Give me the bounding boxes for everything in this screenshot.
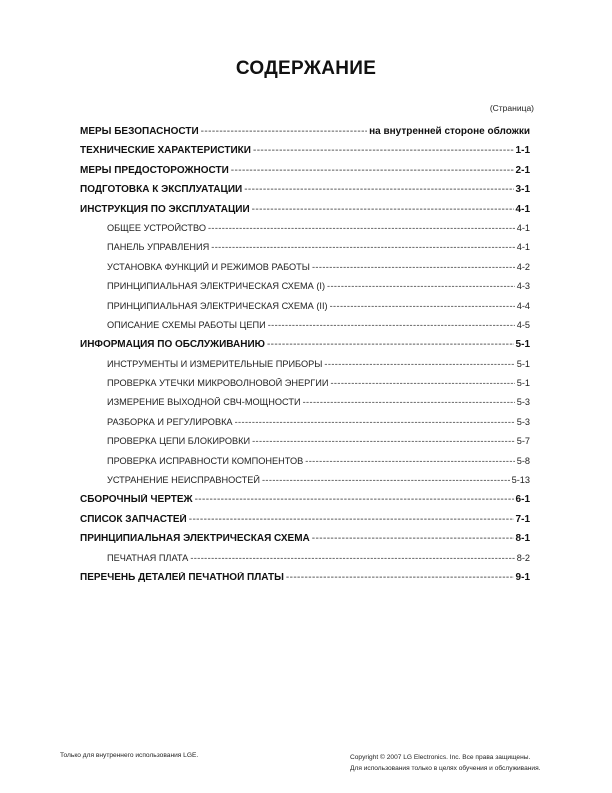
toc-leader <box>305 456 514 466</box>
toc-leader <box>252 204 514 215</box>
toc-leader <box>211 242 514 252</box>
toc-leader <box>312 262 515 272</box>
toc-entry[interactable] <box>80 184 530 203</box>
toc-leader <box>268 320 515 330</box>
toc-entry[interactable] <box>80 320 530 339</box>
table-of-contents <box>80 126 530 591</box>
toc-entry-title: ПРИНЦИПИАЛЬНАЯ ЭЛЕКТРИЧЕСКАЯ СХЕМА (II) <box>107 300 328 311</box>
toc-entry[interactable] <box>80 553 530 572</box>
toc-entry[interactable] <box>80 572 530 591</box>
toc-leader <box>330 378 514 388</box>
toc-leader <box>330 301 515 311</box>
toc-leader <box>312 533 514 544</box>
toc-entry-page: 4-2 <box>516 261 530 272</box>
toc-entry[interactable] <box>80 417 530 436</box>
toc-entry-page: 3-1 <box>515 184 530 196</box>
toc-entry[interactable] <box>80 359 530 378</box>
toc-entry-page: 5-7 <box>516 436 530 447</box>
toc-entry-page: на внутренней стороне обложки <box>369 126 530 137</box>
toc-entry[interactable] <box>80 145 530 164</box>
footer-internal-use-note: Только для внутреннего использования LGE. <box>60 752 199 759</box>
toc-entry-title: ИНСТРУМЕНТЫ И ИЗМЕРИТЕЛЬНЫЕ ПРИБОРЫ <box>107 358 323 369</box>
toc-entry-title: ИЗМЕРЕНИЕ ВЫХОДНОЙ СВЧ-МОЩНОСТИ <box>107 397 301 408</box>
toc-entry-page: 4-1 <box>515 203 530 215</box>
toc-entry-page: 8-2 <box>516 552 530 563</box>
toc-leader <box>201 126 367 137</box>
toc-entry-title: ПЕРЕЧЕНЬ ДЕТАЛЕЙ ПЕЧАТНОЙ ПЛАТЫ <box>80 571 284 583</box>
toc-leader <box>262 475 510 485</box>
toc-leader <box>303 397 515 407</box>
toc-leader <box>189 514 514 525</box>
toc-entry-page: 5-3 <box>516 397 530 408</box>
toc-entry[interactable] <box>80 262 530 281</box>
toc-entry[interactable] <box>80 533 530 552</box>
footer-copyright <box>350 752 541 774</box>
toc-entry-page: 4-1 <box>516 222 530 233</box>
toc-entry-title: ПЕЧАТНАЯ ПЛАТА <box>107 552 189 563</box>
toc-leader <box>267 339 514 350</box>
toc-entry-page: 4-4 <box>516 300 530 311</box>
toc-leader <box>195 494 514 505</box>
toc-leader <box>235 417 515 427</box>
toc-leader <box>252 436 515 446</box>
toc-entry-page: 5-1 <box>516 378 530 389</box>
toc-entry-title: ПРИНЦИПИАЛЬНАЯ ЭЛЕКТРИЧЕСКАЯ СХЕМА (I) <box>107 281 326 292</box>
toc-entry[interactable] <box>80 514 530 533</box>
toc-leader <box>286 572 514 583</box>
toc-entry-title: ОПИСАНИЕ СХЕМЫ РАБОТЫ ЦЕПИ <box>107 319 266 330</box>
toc-entry-title: МЕРЫ БЕЗОПАСНОСТИ <box>80 126 199 137</box>
toc-entry-page: 6-1 <box>515 494 530 506</box>
toc-entry[interactable] <box>80 494 530 513</box>
toc-entry-title: МЕРЫ ПРЕДОСТОРОЖНОСТИ <box>80 164 229 176</box>
toc-entry-page: 1-1 <box>515 145 530 157</box>
toc-entry[interactable] <box>80 475 530 494</box>
toc-entry-title: СПИСОК ЗАПЧАСТЕЙ <box>80 513 187 525</box>
toc-entry[interactable] <box>80 301 530 320</box>
toc-entry-title: ИНФОРМАЦИЯ ПО ОБСЛУЖИВАНИЮ <box>80 339 265 351</box>
toc-entry-title: УСТРАНЕНИЕ НЕИСПРАВНОСТЕЙ <box>107 475 260 486</box>
toc-entry[interactable] <box>80 339 530 358</box>
toc-entry-page: 7-1 <box>515 513 530 525</box>
toc-leader <box>190 553 514 563</box>
toc-leader <box>253 145 514 156</box>
toc-entry[interactable] <box>80 397 530 416</box>
toc-entry-title: ТЕХНИЧЕСКИЕ ХАРАКТЕРИСТИКИ <box>80 145 251 157</box>
toc-entry[interactable] <box>80 126 530 145</box>
copyright-line: Copyright © 2007 LG Electronics. Inc. Все права защищены. <box>350 754 531 761</box>
toc-leader <box>324 359 514 369</box>
toc-entry-page: 4-5 <box>516 319 530 330</box>
toc-entry-title: ПАНЕЛЬ УПРАВЛЕНИЯ <box>107 242 210 253</box>
usage-note-line: Для использования только в целях обучения и обслуживания. <box>350 765 541 772</box>
toc-entry-page: 5-1 <box>516 358 530 369</box>
toc-entry-title: ПРОВЕРКА УТЕЧКИ МИКРОВОЛНОВОЙ ЭНЕРГИИ <box>107 378 329 389</box>
toc-entry[interactable] <box>80 204 530 223</box>
toc-entry-title: ИНСТРУКЦИЯ ПО ЭКСПЛУАТАЦИИ <box>80 203 250 215</box>
toc-entry-title: ПОДГОТОВКА К ЭКСПЛУАТАЦИИ <box>80 184 243 196</box>
toc-entry-page: 2-1 <box>515 164 530 176</box>
toc-entry[interactable] <box>80 281 530 300</box>
toc-entry[interactable] <box>80 223 530 242</box>
toc-entry-page: 5-13 <box>511 475 530 486</box>
toc-entry-title: УСТАНОВКА ФУНКЦИЙ И РЕЖИМОВ РАБОТЫ <box>107 261 310 272</box>
toc-entry-page: 5-3 <box>516 416 530 427</box>
toc-entry-title: РАЗБОРКА И РЕГУЛИРОВКА <box>107 416 233 427</box>
toc-entry[interactable] <box>80 165 530 184</box>
toc-leader <box>231 165 514 176</box>
toc-entry-title: СБОРОЧНЫЙ ЧЕРТЕЖ <box>80 494 193 506</box>
toc-entry[interactable] <box>80 436 530 455</box>
toc-entry-title: ПРОВЕРКА ЦЕПИ БЛОКИРОВКИ <box>107 436 251 447</box>
toc-leader <box>327 281 515 291</box>
toc-entry-page: 9-1 <box>515 571 530 583</box>
toc-entry[interactable] <box>80 378 530 397</box>
toc-entry-page: 8-1 <box>515 533 530 545</box>
toc-entry-page: 5-1 <box>515 339 530 351</box>
page-column-label: (Страница) <box>489 103 534 113</box>
toc-entry-title: ПРИНЦИПИАЛЬНАЯ ЭЛЕКТРИЧЕСКАЯ СХЕМА <box>80 533 310 545</box>
toc-entry[interactable] <box>80 456 530 475</box>
toc-entry-page: 5-8 <box>516 455 530 466</box>
toc-entry-page: 4-3 <box>516 281 530 292</box>
toc-entry-title: ПРОВЕРКА ИСПРАВНОСТИ КОМПОНЕНТОВ <box>107 455 304 466</box>
toc-leader <box>208 223 515 233</box>
toc-entry-title: ОБЩЕЕ УСТРОЙСТВО <box>107 222 206 233</box>
toc-leader <box>244 184 513 195</box>
toc-entry-page: 4-1 <box>516 242 530 253</box>
toc-entry[interactable] <box>80 242 530 261</box>
page-title: СОДЕРЖАНИЕ <box>235 58 377 79</box>
